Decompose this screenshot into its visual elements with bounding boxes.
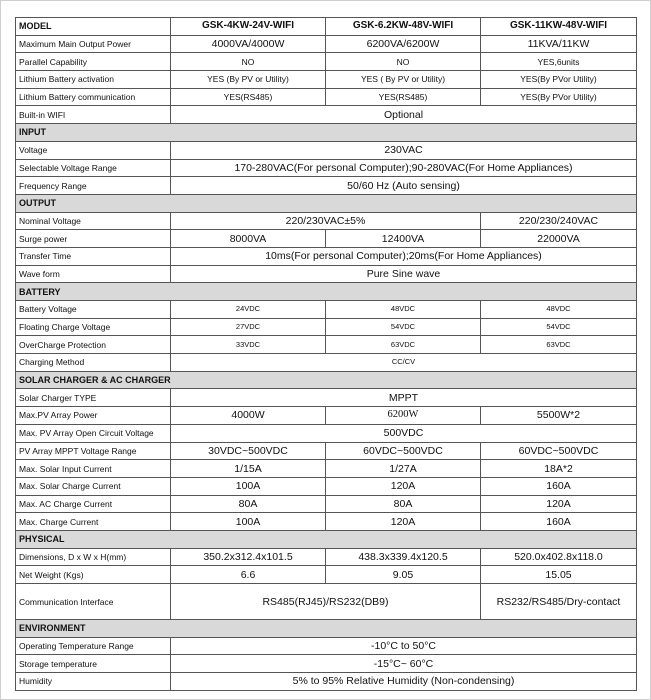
cell-value: 63VDC — [481, 336, 637, 354]
table-row — [16, 159, 637, 177]
row-label: Selectable Voltage Range — [16, 159, 171, 177]
row-label: Max. Solar Input Current — [16, 460, 171, 478]
row-label: Max. PV Array Open Circuit Voltage — [16, 424, 171, 442]
section-title: SOLAR CHARGER & AC CHARGER — [16, 371, 637, 389]
cell-value: 5% to 95% Relative Humidity (Non-condensing) — [171, 673, 637, 691]
row-label: Lithium Battery activation — [16, 71, 171, 89]
cell-value: 6200VA/6200W — [326, 35, 481, 53]
table-row — [16, 389, 637, 407]
table-row — [16, 53, 637, 71]
section-header-battery — [16, 283, 637, 301]
section-header-input — [16, 124, 637, 142]
cell-value: RS485(RJ45)/RS232(DB9) — [171, 584, 481, 620]
cell-value: NO — [326, 53, 481, 71]
row-label: PV Array MPPT Voltage Range — [16, 442, 171, 460]
section-header-environment — [16, 620, 637, 638]
cell-value: 24VDC — [171, 301, 326, 319]
table-row — [16, 548, 637, 566]
cell-value: 5500W*2 — [481, 407, 637, 425]
row-label: Surge power — [16, 230, 171, 248]
row-label: Dimensions, D x W x H(mm) — [16, 548, 171, 566]
cell-value: 80A — [326, 495, 481, 513]
cell-value: 11KVA/11KW — [481, 35, 637, 53]
cell-value: -15°C~ 60°C — [171, 655, 637, 673]
table-row — [16, 230, 637, 248]
table-row — [16, 247, 637, 265]
table-row — [16, 265, 637, 283]
cell-value: 4000W — [171, 407, 326, 425]
table-row — [16, 71, 637, 89]
cell-value: 120A — [326, 477, 481, 495]
cell-value: 10ms(For personal Computer);20ms(For Home Appliances) — [171, 247, 637, 265]
cell-value: 15.05 — [481, 566, 637, 584]
cell-value: 6.6 — [171, 566, 326, 584]
cell-value: 4000VA/4000W — [171, 35, 326, 53]
table-row — [16, 655, 637, 673]
header-row — [16, 18, 637, 36]
cell-value: NO — [171, 53, 326, 71]
cell-value: 120A — [326, 513, 481, 531]
cell-value: 100A — [171, 513, 326, 531]
row-label: Humidity — [16, 673, 171, 691]
row-label: Nominal Voltage — [16, 212, 171, 230]
cell-value: 22000VA — [481, 230, 637, 248]
table-row — [16, 477, 637, 495]
row-label: Max. Charge Current — [16, 513, 171, 531]
row-label: Storage temperature — [16, 655, 171, 673]
cell-value: 9.05 — [326, 566, 481, 584]
table-row — [16, 584, 637, 620]
table-row — [16, 566, 637, 584]
table-row — [16, 177, 637, 195]
row-label: Wave form — [16, 265, 171, 283]
cell-value: 80A — [171, 495, 326, 513]
row-label: Max. AC Charge Current — [16, 495, 171, 513]
cell-value: YES(RS485) — [326, 88, 481, 106]
table-row — [16, 141, 637, 159]
row-label: Net Weight (Kgs) — [16, 566, 171, 584]
cell-value: 100A — [171, 477, 326, 495]
cell-value: 50/60 Hz (Auto sensing) — [171, 177, 637, 195]
table-row — [16, 212, 637, 230]
row-label: Voltage — [16, 141, 171, 159]
model-name: GSK-6.2KW-48V-WIFI — [326, 18, 481, 36]
cell-value: Pure Sine wave — [171, 265, 637, 283]
cell-value: 520.0x402.8x118.0 — [481, 548, 637, 566]
table-row — [16, 88, 637, 106]
cell-value: 500VDC — [171, 424, 637, 442]
section-title: PHYSICAL — [16, 530, 637, 548]
table-row — [16, 407, 637, 425]
cell-value: 1/27A — [326, 460, 481, 478]
table-row — [16, 513, 637, 531]
table-row — [16, 318, 637, 336]
cell-value: 48VDC — [481, 301, 637, 319]
cell-value: 220/230/240VAC — [481, 212, 637, 230]
section-header-output — [16, 194, 637, 212]
row-label: Communication Interface — [16, 584, 171, 620]
cell-value: 63VDC — [326, 336, 481, 354]
cell-value: 438.3x339.4x120.5 — [326, 548, 481, 566]
cell-value: 350.2x312.4x101.5 — [171, 548, 326, 566]
table-row — [16, 424, 637, 442]
row-label: Max.PV Array Power — [16, 407, 171, 425]
cell-value: 33VDC — [171, 336, 326, 354]
spec-table — [15, 17, 637, 691]
cell-value: 12400VA — [326, 230, 481, 248]
cell-value: 60VDC~500VDC — [481, 442, 637, 460]
cell-value: YES(By PVor Utility) — [481, 88, 637, 106]
cell-value: RS232/RS485/Dry-contact — [481, 584, 637, 620]
cell-value: 18A*2 — [481, 460, 637, 478]
section-header-solar — [16, 371, 637, 389]
table-row — [16, 35, 637, 53]
cell-value: 160A — [481, 513, 637, 531]
section-title: BATTERY — [16, 283, 637, 301]
section-title: ENVIRONMENT — [16, 620, 637, 638]
cell-value: 1/15A — [171, 460, 326, 478]
table-row — [16, 336, 637, 354]
table-row — [16, 442, 637, 460]
table-row — [16, 460, 637, 478]
cell-value: 170-280VAC(For personal Computer);90-280VAC(For Home Appliances) — [171, 159, 637, 177]
cell-value: 30VDC~500VDC — [171, 442, 326, 460]
model-name: GSK-4KW-24V-WIFI — [171, 18, 326, 36]
row-label: Floating Charge Voltage — [16, 318, 171, 336]
cell-value: YES,6units — [481, 53, 637, 71]
cell-value: CC/CV — [171, 354, 637, 372]
header-label: MODEL — [16, 18, 171, 36]
cell-value: 230VAC — [171, 141, 637, 159]
row-label: Solar Charger TYPE — [16, 389, 171, 407]
table-row — [16, 106, 637, 124]
cell-value: YES(RS485) — [171, 88, 326, 106]
row-label: Transfer Time — [16, 247, 171, 265]
row-label: Operating Temperature Range — [16, 637, 171, 655]
row-label: Charging Method — [16, 354, 171, 372]
cell-value: -10°C to 50°C — [171, 637, 637, 655]
table-row — [16, 673, 637, 691]
cell-value: MPPT — [171, 389, 637, 407]
row-label: Max. Solar Charge Current — [16, 477, 171, 495]
row-label: Lithium Battery communication — [16, 88, 171, 106]
model-name: GSK-11KW-48V-WIFI — [481, 18, 637, 36]
cell-value: Optional — [171, 106, 637, 124]
cell-value: YES ( By PV or Utility) — [326, 71, 481, 89]
cell-value: 8000VA — [171, 230, 326, 248]
table-row — [16, 637, 637, 655]
row-label: Built-in WIFI — [16, 106, 171, 124]
cell-value: 6200W — [326, 407, 481, 425]
cell-value: YES(By PVor Utility) — [481, 71, 637, 89]
cell-value: 27VDC — [171, 318, 326, 336]
cell-value: 120A — [481, 495, 637, 513]
section-title: INPUT — [16, 124, 637, 142]
row-label: OverCharge Protection — [16, 336, 171, 354]
cell-value: YES (By PV or Utility) — [171, 71, 326, 89]
cell-value: 60VDC~500VDC — [326, 442, 481, 460]
row-label: Frequency Range — [16, 177, 171, 195]
table-row — [16, 354, 637, 372]
row-label: Battery Voltage — [16, 301, 171, 319]
cell-value: 160A — [481, 477, 637, 495]
row-label: Parallel Capability — [16, 53, 171, 71]
cell-value: 48VDC — [326, 301, 481, 319]
cell-value: 54VDC — [481, 318, 637, 336]
table-row — [16, 301, 637, 319]
cell-value: 54VDC — [326, 318, 481, 336]
cell-value: 220/230VAC±5% — [171, 212, 481, 230]
section-title: OUTPUT — [16, 194, 637, 212]
row-label: Maximum Main Output Power — [16, 35, 171, 53]
section-header-physical — [16, 530, 637, 548]
table-row — [16, 495, 637, 513]
